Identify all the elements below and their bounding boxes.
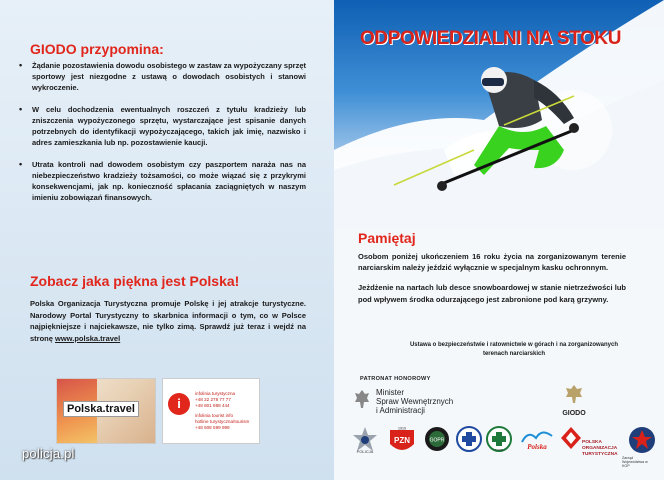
police-badge-icon xyxy=(352,426,378,454)
list-item: • W celu dochodzenia ewentualnych roszczeń z tytułu kradzieży lub zniszczenia wypożyczonego sprzętu, wystarczające jest spisanie danych potrzebnych do identyfikacji wypożyczającego, takich jak imię, nazwisko i adres zamieszkania lub np. pozostawienie kaucji. xyxy=(19,104,306,147)
info-icon: i xyxy=(168,393,190,415)
pzn-logo-icon xyxy=(388,426,416,456)
pot-logo-icon xyxy=(560,426,582,450)
pot-label: POLSKA ORGANIZACJA TURYSTYCZNA xyxy=(582,440,618,457)
svg-text:Polska: Polska xyxy=(527,443,547,451)
rescue-cross-icon xyxy=(456,426,482,452)
patron-label: PATRONAT HONOROWY xyxy=(360,376,431,382)
right-title: ODPOWIEDZIALNI NA STOKU xyxy=(360,28,622,49)
policja-watermark: policja.pl xyxy=(22,446,75,461)
svg-text:PZN: PZN xyxy=(394,436,410,445)
right-page: ODPOWIEDZIALNI NA STOKU Pamiętaj Osobom poniżej ukończeniem 16 roku życia na zorganizowanym terenie narciarskim należy jeździć wyłącznie w specjalnym kasku ochronnym. Jeżdżenie na nartach lub desce snowboardowej w stanie nietrzeźwości lub pod wpływem środka odurzającego jest zabronione pod karą grzywny. Ustawa o bezpieczeństwie i ratownictwie w górach i na zorganizowanych terenach narciarskich PATRONAT HONOROWY Minister Spraw Wewnętrznych i Administracji GIODO POLICJA 1919 PZN GOPR TOPR Polska POLSKA ORGANIZACJA TURYSTYCZNA Zarząd Województwa w KGP xyxy=(334,0,664,480)
bullet-icon: • xyxy=(19,60,23,70)
polska-heading: Zobacz jaka piękna jest Polska! xyxy=(30,273,240,289)
polska-travel-link[interactable]: www.polska.travel xyxy=(55,333,121,343)
law-note: Ustawa o bezpieczeństwie i ratownictwie w górach i na zorganizowanych terenach narciarskich xyxy=(409,342,619,357)
kgp-logo-icon xyxy=(628,426,656,454)
svg-text:GOPR: GOPR xyxy=(429,437,445,444)
svg-text:1919: 1919 xyxy=(398,426,406,431)
bullet-icon: • xyxy=(19,104,23,114)
svg-text:TOPR: TOPR xyxy=(494,448,504,452)
pamietaj-heading: Pamiętaj xyxy=(358,230,416,246)
tourist-infoline-box: i infolinia turystyczna +48 22 278 77 77 +48 801 888 444 infolinia tourist info hotline turystyczna/tourism +48 608 599 999 xyxy=(162,378,260,444)
list-item: • Żądanie pozostawienia dowodu osobistego w zastaw za wypożyczany sprzęt sportowy jest niezgodne z ustawą o dowodach osobistych i stanowi wykroczenie. xyxy=(19,60,306,92)
kgp-label: Zarząd Województwa w KGP xyxy=(622,456,648,468)
giodo-logo: GIODO xyxy=(550,384,598,417)
topr-logo-icon xyxy=(486,426,512,452)
gopr-logo-icon xyxy=(424,426,450,452)
polska-paragraph: Polska Organizacja Turystyczna promuje Polskę i jej atrakcje turystyczne. Narodowy Portal Turystyczny to skarbnica informacji o tym, co w Polsce najpiękniejsze i najciekawsze, nie tylko zimą. Sprawdź już teraz i wejdź na stronę www.polska.travel xyxy=(30,299,306,343)
partner-logos xyxy=(352,420,652,466)
polska-travel-mark: Polska.travel xyxy=(63,401,139,417)
rule-sobriety: Jeżdżenie na nartach lub desce snowboardowej w stanie nietrzeźwości lub pod wpływem środka odurzającego jest zabronione pod karą grzywny. xyxy=(358,283,626,304)
bullet-icon: • xyxy=(19,159,23,169)
polska-travel-logo xyxy=(56,378,156,444)
svg-text:POLICJA: POLICJA xyxy=(356,449,374,454)
giodo-bullet-list xyxy=(18,60,306,214)
giodo-heading: GIODO przypomina: xyxy=(30,41,164,57)
eagle-icon xyxy=(354,388,370,410)
polska-brand-icon xyxy=(518,426,556,452)
list-item: • Utrata kontroli nad dowodem osobistym czy paszportem naraża nas na niebezpieczeństwo kradzieży tożsamości, co może wiązać się z przykrymi konsekwencjami, jak np. konieczność spłacania zaciągniętych w naszym imieniu zobowiązań finansowych. xyxy=(19,159,306,202)
skier-photo xyxy=(334,0,664,230)
rules-text xyxy=(358,251,626,314)
rule-helmet: Osobom poniżej ukończeniem 16 roku życia na zorganizowanym terenie narciarskim należy jeździć wyłącznie w specjalnym kasku ochronnym. xyxy=(358,252,626,273)
eagle-icon xyxy=(565,384,583,404)
